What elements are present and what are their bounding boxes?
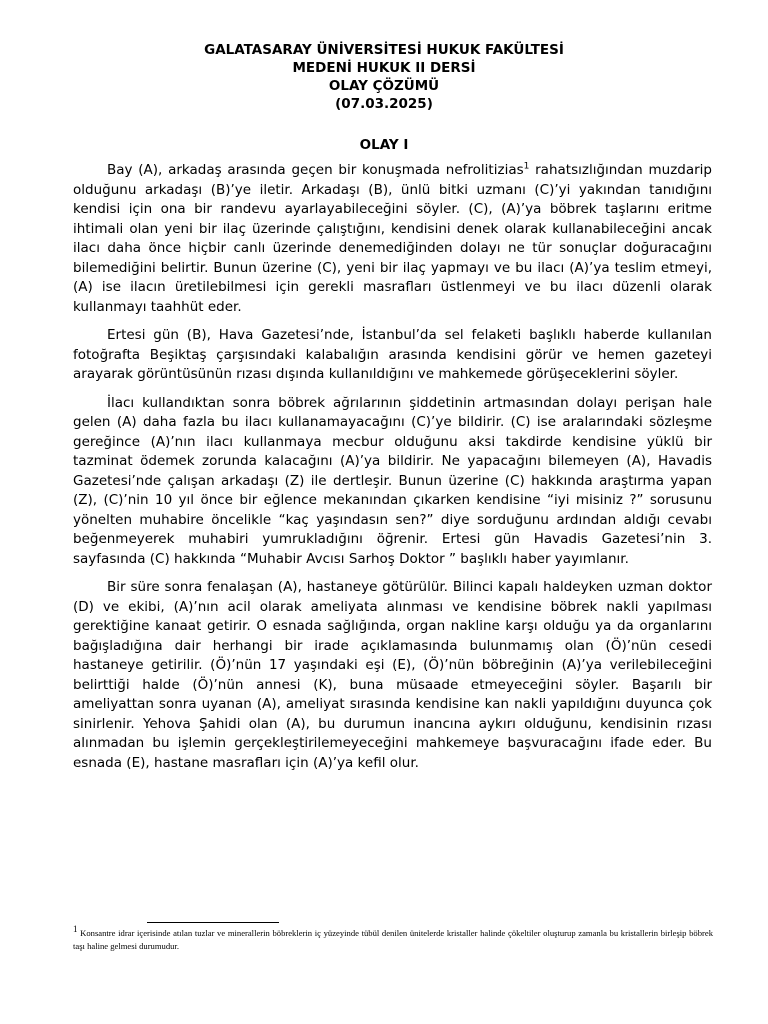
case-body: [73, 161, 712, 782]
paragraph-1-text-end: rahatsızlığından muzdarip olduğunu arkadaşı (B)’ye iletir. Arkadaşı (B), ünlü bitki uzmanı (C)’yi yakından tanıdığını kendisi için ona bir randevu ayarlayabileceğini söyler. (C), (A)’ya böbrek taşlarını eritme ihtimali olan yeni bir ilaç üzerinde çalıştığını, kendisini denek olarak kullanabileceğini ancak ilacı daha önce hiçbir canlı üzerinde denemediğinden dolayı ne tür sonuçlar doğuracağını bilemediğini belirtir. Bunun üzerine (C), yeni bir ilaç yapmayı ve bu ilacı (A)’ya teslim etmeyi, (A) ise ilacın üretilebilmesi için gerekli masrafları üstlenmeyi ve bu ilacı düzenli olarak kullanmayı taahhüt eder.: [73, 162, 712, 315]
footnote-number: 1: [73, 924, 78, 935]
footnote-separator: [147, 922, 279, 923]
paragraph-4: Bir süre sonra fenalaşan (A), hastaneye götürülür. Bilinci kapalı haldeyken uzman doktor (D) ve ekibi, (A)’nın acil olarak ameliyata alınması ve kendisine böbrek nakli yapılması gerektiğine kanaat getirir. O esnada sağlığında, organ nakline karşı olduğu ya da organlarını bağışladığına dair herhangi bir irade açıklamasında bulunmamış olan (Ö)’nün cesedi hastaneye getirilir. (Ö)’nün 17 yaşındaki eşi (E), (Ö)’nün böbreğinin (A)’ya verilebileceğini belirttiği halde (Ö)’nün annesi (K), buna müsaade etmeyeceğini söyler. Başarılı bir ameliyattan sonra uyanan (A), ameliyat sırasında kendisine kan nakli yapıldığını duyunca çok sinirlenir. Yehova Şahidi olan (A), bu durumun inancına aykırı olduğunu, kendisinin rızası alınmadan bu işlemin gerçekleştirilemeyeceğini mahkemeye başvuracağını ifade eder. Bu esnada (E), hastane masrafları için (A)’ya kefil olur.: [73, 579, 712, 771]
paragraph-2: Ertesi gün (B), Hava Gazetesi’nde, İstanbul’da sel felaketi başlıklı haberde kullanılan fotoğrafta Beşiktaş çarşısındaki kalabalığın arasında kendisini görür ve hemen gazeteyi arayarak görüntüsünün rızası dışında kullanıldığını ve mahkemede görüşeceklerini söyler.: [73, 327, 712, 382]
university-title: GALATASARAY ÜNİVERSİTESİ HUKUK FAKÜLTESİ: [204, 42, 564, 58]
footnote: [73, 924, 713, 953]
paragraph-3: İlacı kullandıktan sonra böbrek ağrılarının şiddetinin artmasından dolayı perişan hale gelen (A) daha fazla bu ilacı kullanamayacağını (C)’ye bildirir. (C) ise aralarındaki sözleşme gereğince (A)’nın ilacı kullanmaya mecbur olduğunu aksi takdirde kendisine yüklü bir tazminat ödemek zorunda kalacağını (A)’ya bildirir. Ne yapacağını bilemeyen (A), Havadis Gazetesi’nde çalışan arkadaşı (Z) ile dertleşir. Bunun üzerine (C) hakkında araştırma yapan (Z), (C)’nin 10 yıl önce bir eğlence mekanından çıkarken kendisine “iyi misiniz ?” sorusunu yönelten muhabire öncelikle “kaç yaşındasın sen?” diye sorduğunu ardından aldığı cevabı beğenmeyerek muhabiri yumrukladığını öğrenir. Ertesi gün Havadis Gazetesi’nin 3. sayfasında (C) hakkında “Muhabir Avcısı Sarhoş Doktor ” başlıklı haber yayımlanır.: [73, 394, 712, 567]
case-title: OLAY I: [359, 137, 409, 153]
document-date: (07.03.2025): [335, 96, 433, 112]
course-title: MEDENİ HUKUK II DERSİ: [292, 60, 476, 76]
paragraph-1-text-start: Bay (A), arkadaş arasında geçen bir konuşmada nefrolitizias: [107, 162, 524, 178]
footnote-text: Konsantre idrar içerisinde atılan tuzlar ve minerallerin böbreklerin iç yüzeyinde tübül denilen ünitelerde kristaller halinde çökeltiler oluşturup zamanla bu kristallerin birleşip böbrek taşı haline gelmesi durumudur.: [73, 928, 713, 951]
assignment-title: OLAY ÇÖZÜMÜ: [328, 78, 440, 94]
paragraph-1: [73, 161, 712, 317]
document-header: [0, 41, 768, 113]
footnote-reference: 1: [523, 161, 530, 172]
